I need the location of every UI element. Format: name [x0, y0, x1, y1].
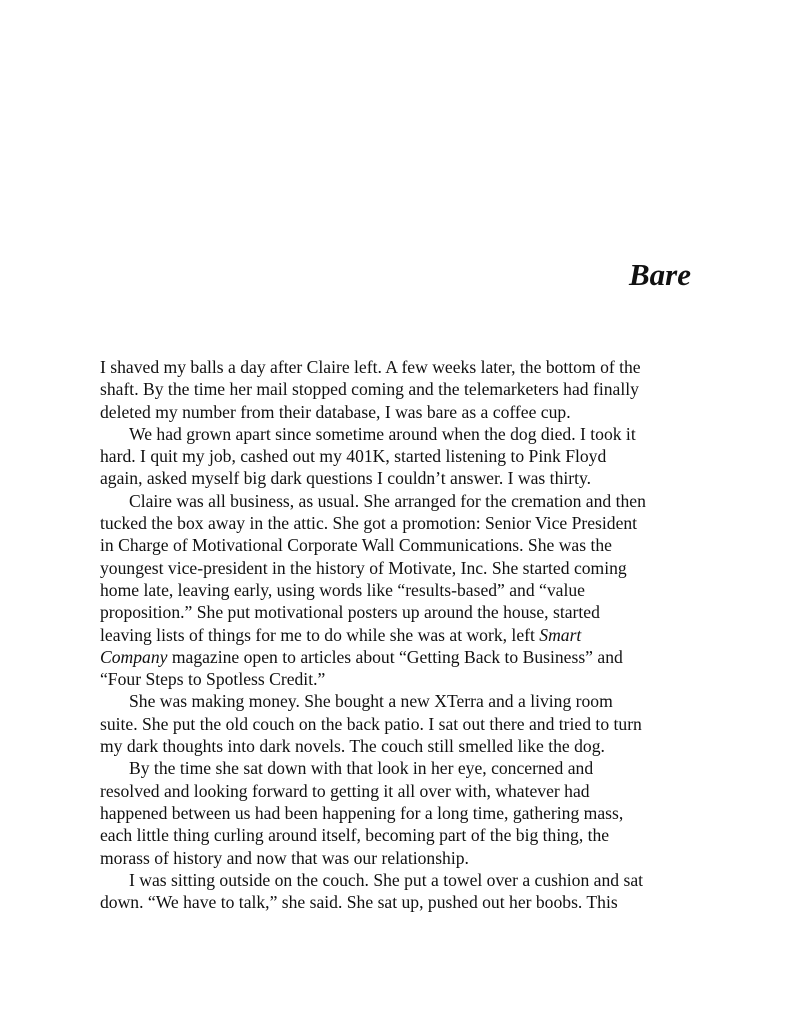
- paragraph: [100, 423, 692, 490]
- paragraph: [100, 869, 692, 914]
- text-line: each little thing curling around itself, becoming part of the big thing, the: [100, 825, 610, 846]
- text-line: home late, leaving early, using words like “results-based” and “value: [100, 579, 585, 600]
- text-line: shaft. By the time her mail stopped coming and the telemarketers had finally: [100, 379, 639, 400]
- chapter-body: [100, 356, 692, 913]
- text-line: resolved and looking forward to getting it all over with, whatever had: [100, 780, 590, 801]
- text-line: again, asked myself big dark questions I couldn’t answer. I was thirty.: [100, 468, 592, 489]
- paragraph: [100, 490, 692, 691]
- paragraph: [100, 690, 692, 757]
- text-segment: leaving lists of things for me to do while she was at work, left: [100, 624, 540, 645]
- text-line: She was making money. She bought a new XTerra and a living room: [129, 691, 613, 712]
- paragraph: [100, 356, 692, 423]
- magazine-title-part: Smart: [539, 624, 582, 645]
- text-line: By the time she sat down with that look in her eye, concerned and: [129, 758, 594, 779]
- text-line: suite. She put the old couch on the back patio. I sat out there and tried to turn: [100, 713, 642, 734]
- text-line: [100, 624, 692, 646]
- chapter-title: Bare: [629, 257, 691, 292]
- text-line: I was sitting outside on the couch. She put a towel over a cushion and sat: [129, 869, 644, 890]
- text-line: [100, 646, 692, 668]
- paragraph: [100, 757, 692, 868]
- text-line: deleted my number from their database, I was bare as a coffee cup.: [100, 401, 571, 422]
- text-segment: magazine open to articles about “Getting Back to Business” and: [167, 646, 623, 667]
- text-line: proposition.” She put motivational posters up around the house, started: [100, 602, 600, 623]
- text-line: “Four Steps to Spotless Credit.”: [100, 669, 326, 690]
- text-line: We had grown apart since sometime around when the dog died. I took it: [129, 423, 636, 444]
- magazine-title-part: Company: [100, 646, 168, 667]
- text-line: Claire was all business, as usual. She arranged for the cremation and then: [129, 490, 646, 511]
- text-line: my dark thoughts into dark novels. The couch still smelled like the dog.: [100, 736, 605, 757]
- text-line: hard. I quit my job, cashed out my 401K, started listening to Pink Floyd: [100, 446, 607, 467]
- text-line: morass of history and now that was our relationship.: [100, 847, 469, 868]
- text-line: in Charge of Motivational Corporate Wall Communications. She was the: [100, 535, 612, 556]
- text-line: down. “We have to talk,” she said. She sat up, pushed out her boobs. This: [100, 892, 618, 913]
- text-line: tucked the box away in the attic. She got a promotion: Senior Vice President: [100, 513, 638, 534]
- text-line: happened between us had been happening for a long time, gathering mass,: [100, 802, 624, 823]
- text-line: youngest vice-president in the history of Motivate, Inc. She started coming: [100, 557, 627, 578]
- text-line: I shaved my balls a day after Claire left. A few weeks later, the bottom of the: [100, 357, 641, 377]
